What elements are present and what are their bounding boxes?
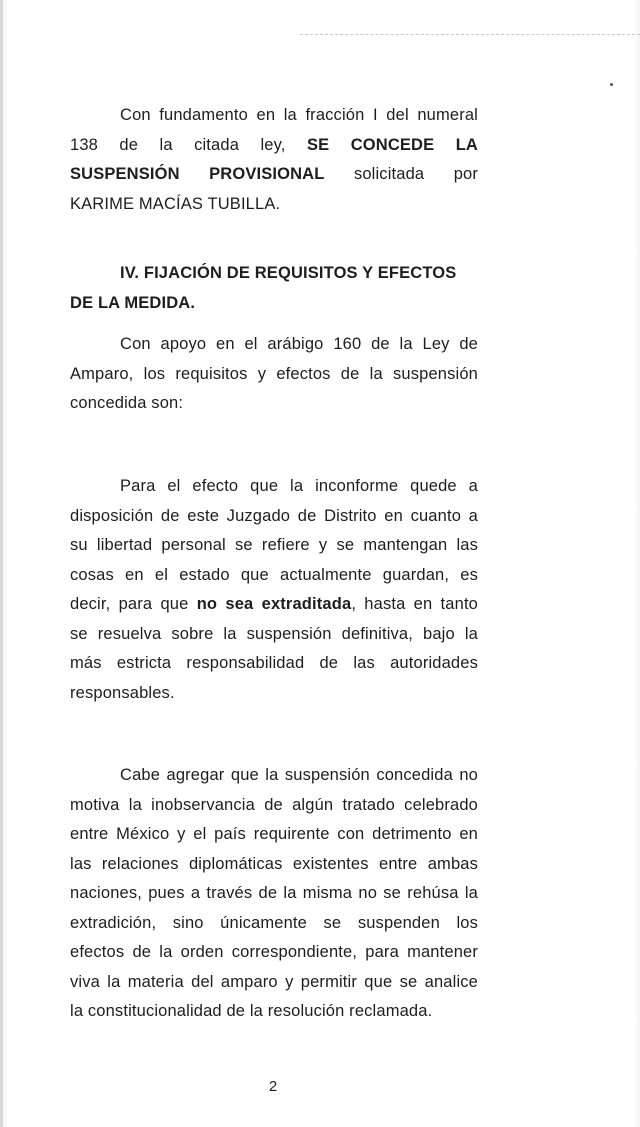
paragraph-line: Con apoyo en el arábigo 160 de la Ley de <box>120 335 478 353</box>
paragraph-line: se resuelva sobre la suspensión definitiva, bajo la <box>70 624 478 643</box>
paragraph-line: Con fundamento en la fracción I del numeral <box>120 106 478 124</box>
page-edge-shadow <box>0 0 3 1127</box>
paragraph-line: las relaciones diplomáticas existentes entre ambas <box>70 854 478 873</box>
paragraph-line: motiva la inobservancia de algún tratado celebrado <box>70 795 478 814</box>
bold-emphasis: SUSPENSIÓN PROVISIONAL <box>70 165 325 183</box>
heading-line: IV. FIJACIÓN DE REQUISITOS Y EFECTOS <box>120 264 457 282</box>
paragraph-line: Amparo, los requisitos y efectos de la suspensión <box>70 364 478 383</box>
paragraph-line: la constitucionalidad de la resolución reclamada. <box>70 1002 433 1020</box>
page-number: 2 <box>268 1078 278 1095</box>
paragraph-line: su libertad personal se refiere y se mantengan las <box>70 536 478 554</box>
paragraph-requirements <box>70 330 478 419</box>
paragraph-line: disposición de este Juzgado de Distrito en cuanto a <box>70 506 478 525</box>
paragraph-line: SUSPENSIÓN PROVISIONAL solicitada por <box>70 165 478 183</box>
paragraph-line: extradición, sino únicamente se suspenden los <box>70 913 478 932</box>
bold-emphasis: SE CONCEDE LA <box>306 135 478 154</box>
paragraph-suspension-granted <box>70 101 478 219</box>
paragraph-line: más estricta responsabilidad de las autoridades <box>70 654 478 672</box>
scan-speck <box>610 83 613 86</box>
paragraph-line: entre México y el país requirente con detrimento en <box>70 825 478 843</box>
paragraph-extradition-note <box>70 761 478 1027</box>
scan-header-rule <box>300 34 640 35</box>
paragraph-line: Cabe agregar que la suspensión concedida no <box>120 766 478 784</box>
paragraph-line: Para el efecto que la inconforme quede a <box>120 477 478 495</box>
paragraph-line: 138 de la citada ley, SE CONCEDE LA <box>70 135 478 154</box>
paragraph-line: efectos de la orden correspondiente, para mantener <box>70 943 478 961</box>
paragraph-line: responsables. <box>70 683 175 702</box>
paragraph-line: viva la materia del amparo y permitir que se analice <box>70 972 478 991</box>
paragraph-line: cosas en el estado que actualmente guardan, es <box>70 565 478 584</box>
paragraph-line: naciones, pues a través de la misma no se rehúsa la <box>70 884 478 902</box>
paragraph-effects <box>70 472 478 708</box>
paragraph-line: concedida son: <box>70 394 184 412</box>
heading-line: DE LA MEDIDA. <box>70 293 196 312</box>
paragraph-line: KARIME MACÍAS TUBILLA. <box>70 194 281 213</box>
bold-emphasis: no sea extraditada <box>196 595 352 613</box>
section-heading <box>70 259 478 318</box>
paragraph-line: decir, para que no sea extraditada, hasta en tanto <box>70 595 478 613</box>
